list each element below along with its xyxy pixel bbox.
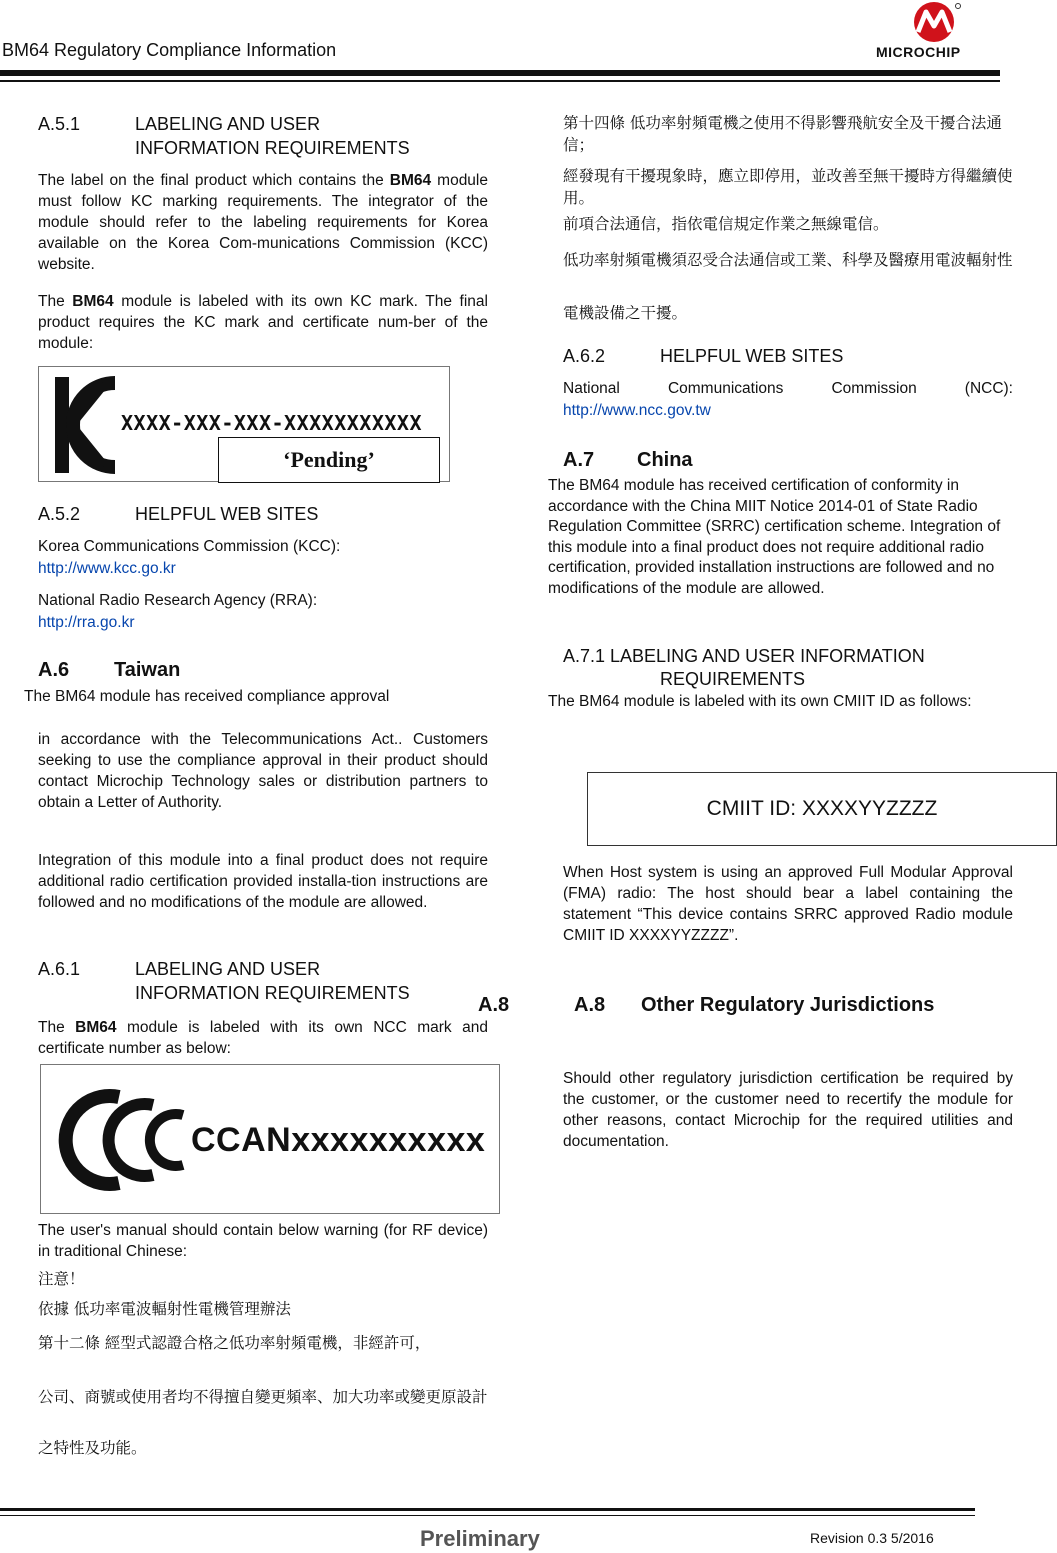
heading-a8-margin: A.8	[478, 994, 510, 1016]
zh-line-6: 第十四條 低功率射頻電機之使用不得影響飛航安全及干擾合法通信；	[563, 114, 1002, 154]
zh-line-3: 第十二條 經型式認證合格之低功率射頻電機，非經許可，	[38, 1334, 431, 1352]
heading-text: HELPFUL WEB SITES	[660, 346, 844, 366]
a61-paragraph	[38, 1017, 488, 1059]
zh-line-1: 注意！	[38, 1270, 85, 1288]
a6-paragraph-2: Integration of this module into a final product does not require additional radio certification provided installa-tion instructions are followed and no modifications of the module are allowed.	[38, 852, 488, 911]
heading-text: HELPFUL WEB SITES	[135, 504, 319, 524]
a51-paragraph-2	[38, 291, 488, 354]
zh-line-5: 之特性及功能。	[38, 1439, 147, 1457]
footer-rule-thick	[0, 1508, 975, 1511]
heading-text-cont: INFORMATION REQUIREMENTS	[135, 983, 410, 1003]
kc-logo-icon	[45, 369, 125, 481]
ncc-mark-image	[40, 1064, 500, 1214]
bold-text: BM64	[75, 1019, 117, 1036]
heading-text-cont: REQUIREMENTS	[660, 669, 806, 689]
a7-paragraph: The BM64 module has received certification of conformity in accordance with the China MIIT Notice 2014-01 of State Radio Regulation Committee (SRRC) certification scheme. Integration of this module into a final product does not require additional radio certification, provided installation instructions are followed and no modifications of the module are allowed.	[548, 477, 1001, 597]
page-header-title: BM64 Regulatory Compliance Information	[2, 40, 337, 60]
rra-label: National Radio Research Agency (RRA):	[38, 592, 318, 609]
a6-paragraph-1: in accordance with the Telecommunications Act.. Customers seeking to use the compliance approval in their product should contact Microchip Technology sales or distribution partners to obtain a Letter of Authority.	[38, 731, 488, 811]
footer-preliminary: Preliminary	[420, 1526, 540, 1551]
heading-number: A.7	[563, 449, 595, 471]
bold-text: BM64	[389, 172, 432, 189]
zh-line-4: 公司、商號或使用者均不得擅自變更頻率、加大功率或變更原設計	[38, 1388, 488, 1406]
heading-a7	[563, 449, 963, 472]
pending-label: ‘Pending’	[218, 437, 440, 483]
zh-line-8: 前項合法通信，指依電信規定作業之無線電信。	[563, 215, 889, 233]
rra-link[interactable]: http://rra.go.kr	[38, 614, 135, 631]
a6-intro: The BM64 module has received compliance approval	[24, 688, 390, 705]
heading-number: A.8	[574, 994, 606, 1016]
heading-number: A.5.1	[38, 114, 81, 134]
heading-number: A.6.2	[563, 346, 606, 366]
zh-line-9: 低功率射頻電機須忍受合法通信或工業、科學及醫療用電波輻射性	[563, 251, 1013, 269]
zh-line-7: 經發現有干擾現象時，應立即停用，並改善至無干擾時方得繼續使用。	[563, 167, 1013, 207]
heading-a61	[38, 957, 488, 1005]
text: module must follow KC marking requirements. The integrator of the module should refer to the labeling requirements for Korea available on the Korea Com-munications Commission (KCC) website.	[38, 172, 488, 273]
heading-a62	[563, 344, 1013, 368]
text: The	[38, 293, 73, 310]
ncc-certificate-number: CCANxxxxxxxxxx	[191, 1121, 486, 1159]
logo-wordmark: MICROCHIP	[876, 44, 961, 60]
heading-text-cont: INFORMATION REQUIREMENTS	[135, 138, 410, 158]
kcc-link[interactable]: http://www.kcc.go.kr	[38, 560, 176, 577]
kc-certificate-number: XXXX-XXX-XXX-XXXXXXXXXXX	[121, 411, 422, 435]
text: The	[38, 1019, 76, 1036]
heading-text: China	[637, 449, 693, 471]
heading-text: LABELING AND USER	[135, 114, 321, 134]
ncc-logo-icon	[49, 1075, 199, 1205]
a8-paragraph: Should other regulatory jurisdiction certification be required by the customer, or the customer need to recertify the module for other reasons, contact Microchip for the required utilities and documentation.	[563, 1070, 1013, 1150]
header-rule-thick	[0, 70, 1000, 76]
heading-text: A.7.1 LABELING AND USER INFORMATION	[563, 646, 925, 666]
host-paragraph: When Host system is using an approved Full Modular Approval (FMA) radio: The host should bear a label containing the statement “This device contains SRRC approved Radio module CMIIT ID XXXXYYZZZZ”.	[563, 864, 1013, 944]
bold-text: BM64	[72, 293, 114, 310]
zh-line-2: 依據 低功率電波輻射性電機管理辦法	[38, 1300, 291, 1318]
heading-number: A.6	[38, 659, 70, 681]
footer-rule-thin	[0, 1515, 975, 1516]
heading-a6	[38, 659, 438, 682]
heading-number: A.5.2	[38, 504, 81, 524]
text: module is labeled with its own KC mark. The final product requires the KC mark and certificate num-ber of the module:	[38, 293, 488, 352]
heading-text: LABELING AND USER	[135, 959, 321, 979]
microchip-logo-icon	[872, 0, 1002, 44]
header-rule-thin	[0, 80, 1000, 82]
ncc-link[interactable]: http://www.ncc.gov.tw	[563, 402, 711, 419]
cmiit-id-label: CMIIT ID: XXXXYYZZZZ	[587, 772, 1057, 846]
microchip-logo	[872, 0, 1002, 68]
heading-text: Taiwan	[114, 659, 181, 681]
kcc-label: Korea Communications Commission (KCC):	[38, 538, 341, 555]
text: The label on the final product which contains the	[38, 172, 390, 189]
zh-line-10: 電機設備之干擾。	[563, 304, 688, 322]
warning-intro: The user's manual should contain below warning (for RF device) in traditional Chinese:	[38, 1222, 488, 1260]
heading-a51	[38, 112, 488, 160]
footer-revision: Revision 0.3 5/2016	[810, 1530, 934, 1546]
heading-text: Other Regulatory Jurisdictions	[641, 994, 935, 1016]
heading-number: A.6.1	[38, 959, 81, 979]
ncc-label: National Communications Commission (NCC):	[563, 380, 1013, 397]
a71-paragraph: The BM64 module is labeled with its own CMIIT ID as follows:	[548, 693, 972, 710]
text: module is labeled with its own NCC mark and certificate number as below:	[38, 1019, 488, 1057]
heading-a8	[574, 994, 1034, 1017]
heading-a52	[38, 502, 488, 526]
a51-paragraph-1	[38, 170, 488, 275]
heading-a71	[563, 645, 1023, 691]
